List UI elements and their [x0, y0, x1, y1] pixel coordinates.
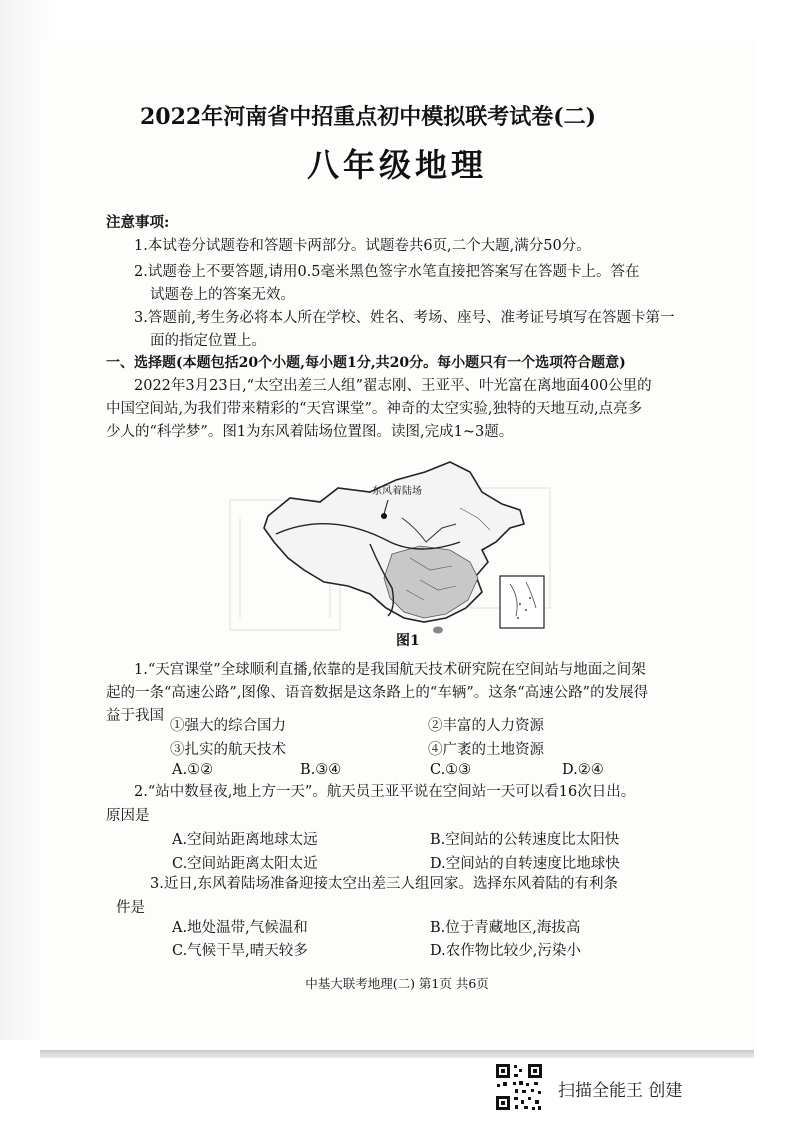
q2-option-b[interactable]: B.空间站的公转速度比太阳快 [430, 832, 620, 848]
notice-item-2: 2.试题卷上不要答题,请用0.5毫米黑色签字水笔直接把答案写在答题卡上。答在 [134, 264, 640, 280]
section1-intro-1: 2022年3月23日,“太空出差三人组”翟志刚、王亚平、叶光富在离地面400公里的 [134, 378, 652, 394]
section1-intro-3: 少人的“科学梦”。图1为东风着陆场位置图。读图,完成1~3题。 [106, 424, 514, 440]
section1-heading: 一、选择题(本题包括20个小题,每小题1分,共20分。每小题只有一个选项符合题意) [106, 355, 626, 371]
q1-option-c[interactable]: C.①③ [430, 762, 472, 778]
page-bottom-edge [40, 1050, 754, 1058]
q3-stem-1: 3.近日,东风着陆场准备迎接太空出差三人组回家。选择东风着陆的有利条 [150, 876, 618, 892]
q1-choice-3: ③扎实的航天技术 [170, 742, 286, 758]
dongfeng-marker-dot [381, 513, 387, 519]
section1-intro-2: 中国空间站,为我们带来精彩的“天宫课堂”。神奇的太空实验,独特的天地互动,点亮多 [106, 401, 643, 417]
q1-choice-2: ②丰富的人力资源 [428, 718, 544, 734]
figure-1-map [220, 458, 560, 640]
q3-option-a[interactable]: A.地处温带,气候温和 [172, 920, 308, 936]
q1-option-a[interactable]: A.①② [172, 762, 214, 778]
exam-title: 2022年河南省中招重点初中模拟联考试卷(二) [140, 104, 597, 130]
q1-option-b[interactable]: B.③④ [300, 762, 342, 778]
q1-stem-3: 益于我国 [106, 708, 164, 724]
hainan-island [433, 627, 443, 634]
q2-option-a[interactable]: A.空间站距离地球太远 [172, 832, 318, 848]
china-map-graphic [220, 458, 560, 640]
q1-stem-1: 1.“天宫课堂”全球顺利直播,依靠的是我国航天技术研究院在空间站与地面之间架 [134, 662, 646, 678]
notice-heading: 注意事项: [106, 214, 170, 231]
q3-option-c[interactable]: C.气候干旱,晴天较多 [172, 943, 308, 959]
q1-option-d[interactable]: D.②④ [562, 762, 604, 778]
notice-item-3-cont: 面的指定位置上。 [150, 333, 266, 349]
exam-subtitle: 八年级地理 [306, 146, 487, 184]
notice-item-1: 1.本试卷分试题卷和答题卡两部分。试题卷共6页,二个大题,满分50分。 [134, 238, 591, 254]
q3-option-d[interactable]: D.农作物比较少,污染小 [430, 943, 581, 959]
q1-choice-1: ①强大的综合国力 [170, 718, 286, 734]
q2-stem-2: 原因是 [106, 808, 150, 824]
q1-stem-2: 起的一条“高速公路”,图像、语音数据是这条路上的“车辆”。这条“高速公路”的发展得 [106, 685, 649, 701]
qr-code-icon [494, 1062, 544, 1112]
south-sea-inset [500, 576, 544, 628]
page-footer: 中基大联考地理(二) 第1页 共6页 [305, 976, 489, 991]
q1-choice-4: ④广袤的土地资源 [428, 742, 544, 758]
notice-item-3: 3.答题前,考生务必将本人所在学校、姓名、考场、座号、准考证号填写在答题卡第一 [134, 310, 675, 326]
notice-item-2-cont: 试题卷上的答案无效。 [150, 287, 295, 303]
q2-option-c[interactable]: C.空间站距离太阳太近 [172, 856, 318, 872]
scanner-watermark: 扫描全能王 创建 [558, 1081, 683, 1101]
q3-option-b[interactable]: B.位于青藏地区,海拔高 [430, 920, 581, 936]
dongfeng-label: 东风着陆场 [372, 486, 422, 497]
q3-stem-2: 件是 [116, 900, 145, 916]
q2-stem-1: 2.“站中数昼夜,地上方一天”。航天员王亚平说在空间站一天可以看16次日出。 [134, 784, 636, 800]
figure-1-caption: 图1 [396, 633, 420, 649]
q2-option-d[interactable]: D.空间站的自转速度比地球快 [430, 856, 620, 872]
